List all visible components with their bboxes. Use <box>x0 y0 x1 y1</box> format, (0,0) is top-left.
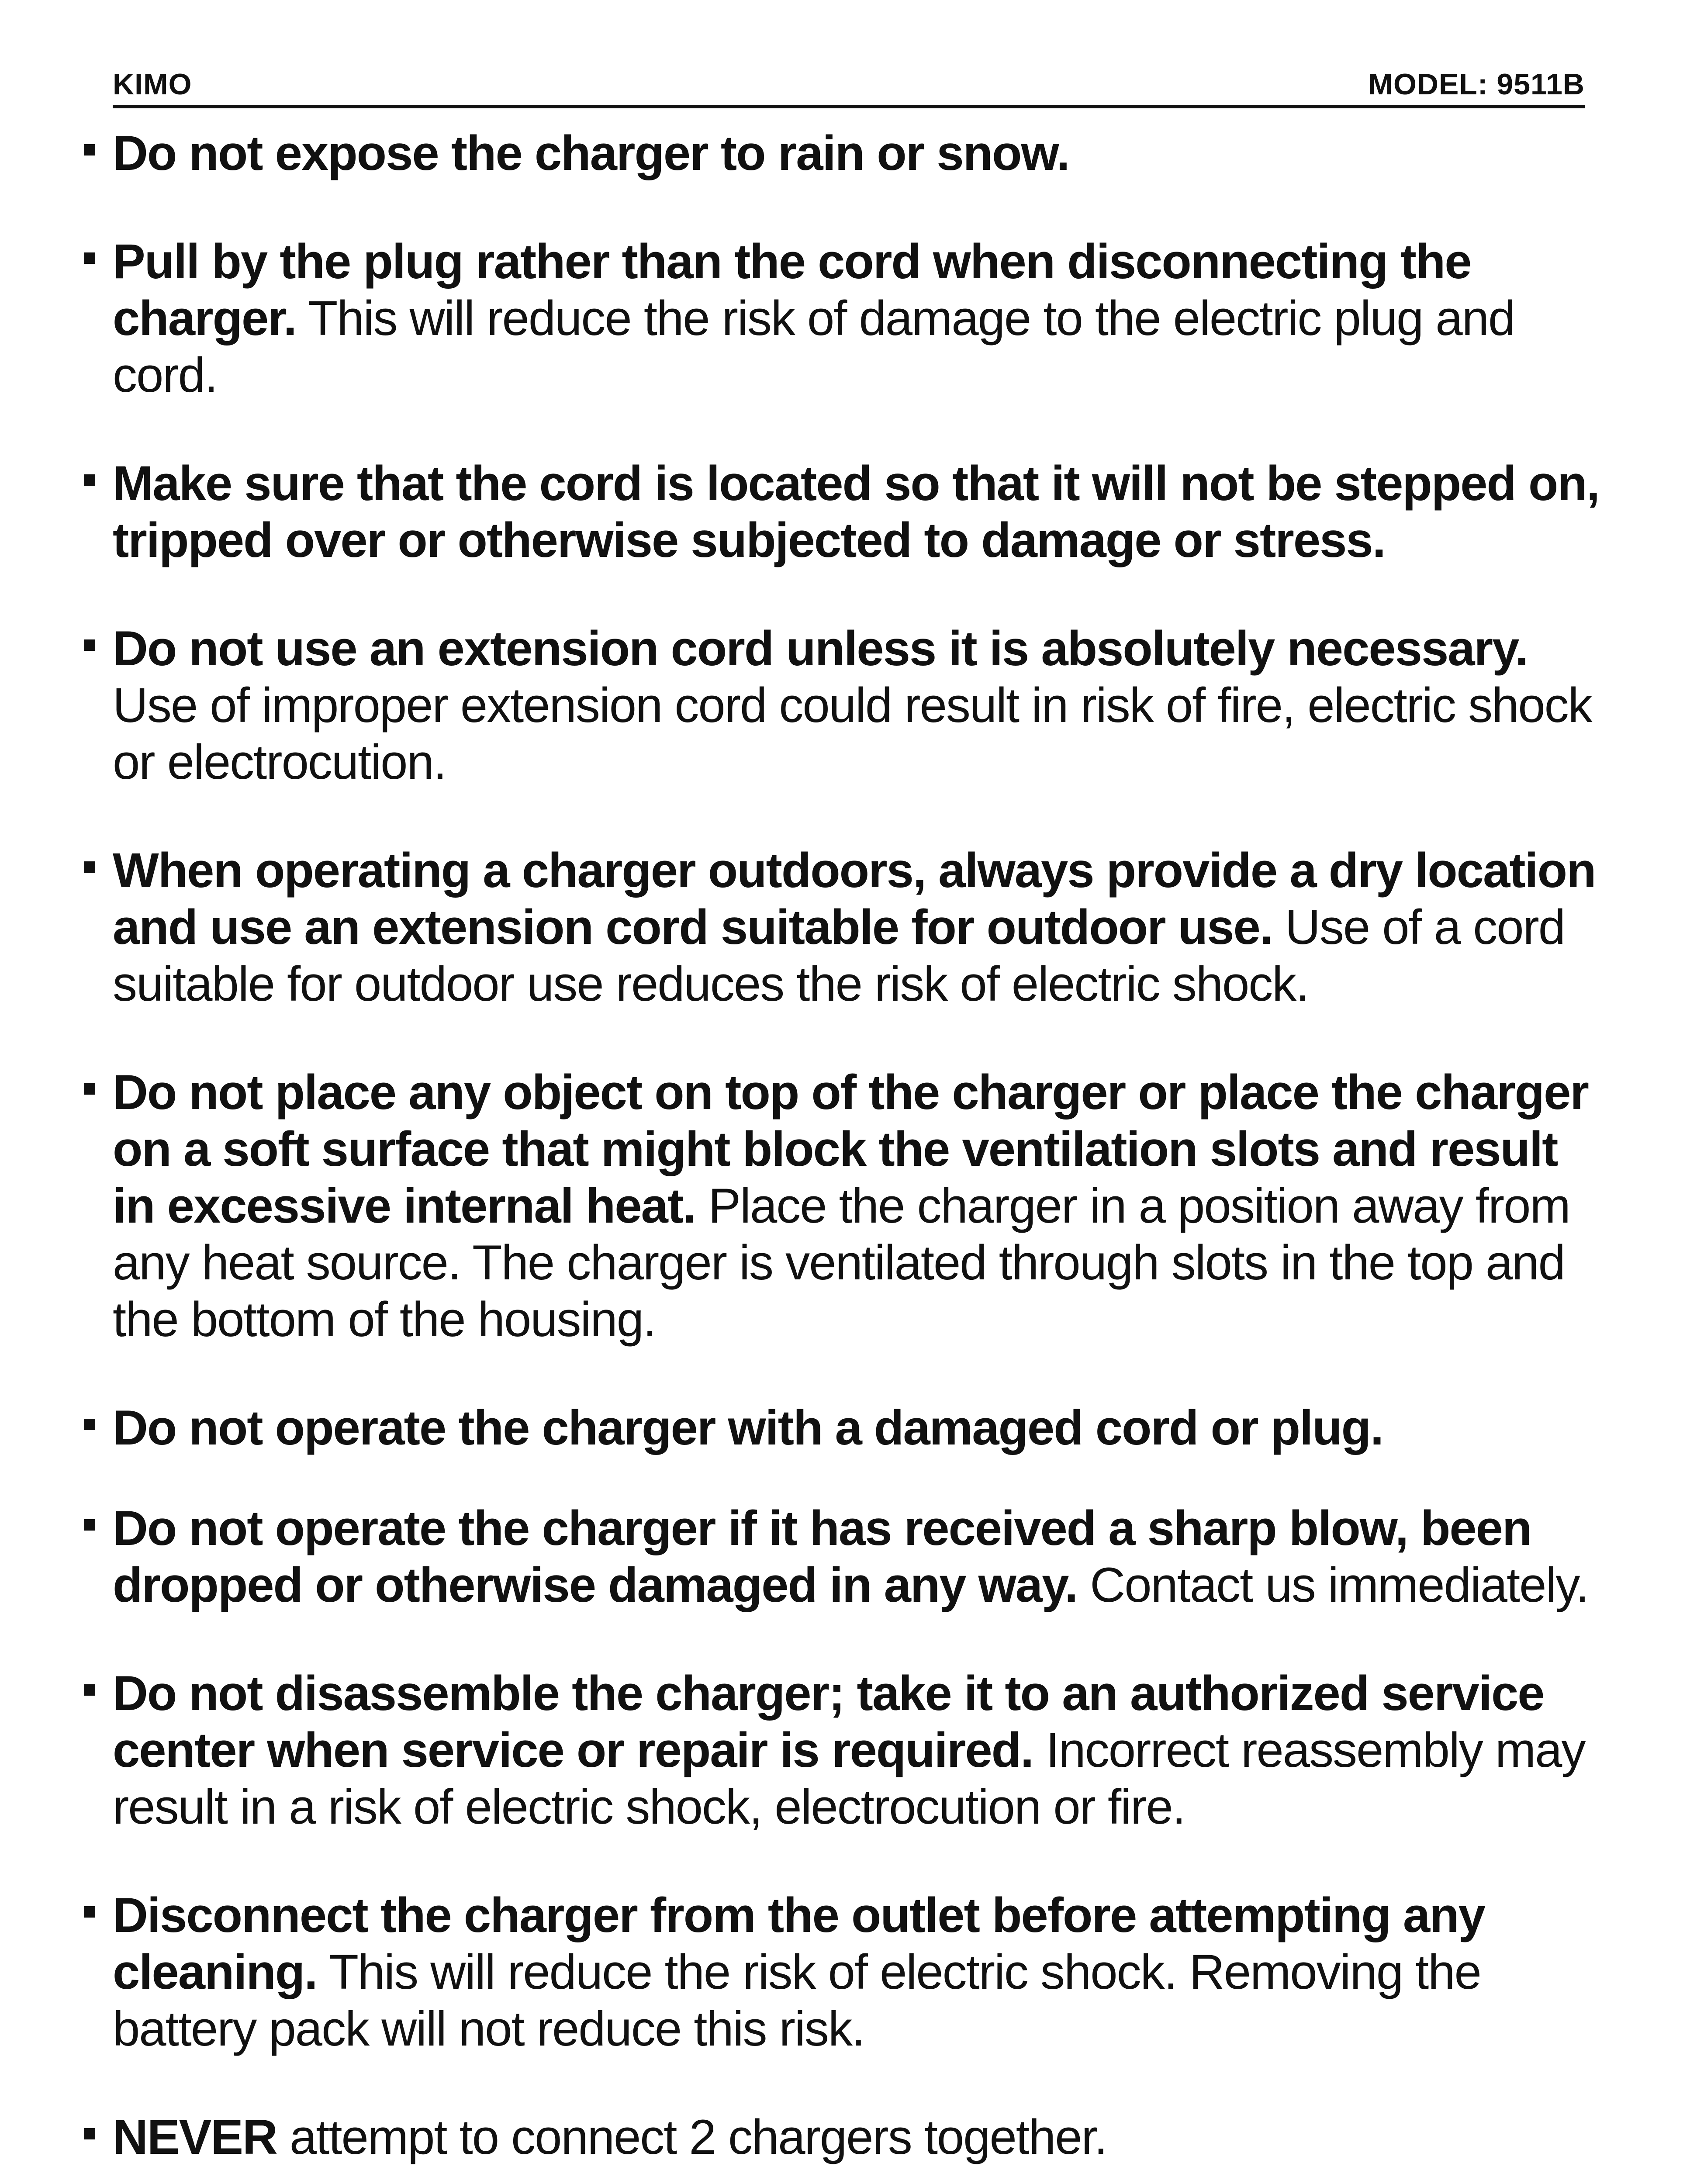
bullet-icon <box>84 252 95 264</box>
list-item <box>78 842 1607 1013</box>
item-bold-text: Do not place any object on top of the charger or place the charger on a soft surface that might block the ventilation slots and result in excessive internal heat. <box>113 1065 1588 1233</box>
item-normal-text: Use of a cord suitable for outdoor use reduces the risk of electric shock. <box>113 900 1565 1011</box>
item-bold-text: Do not operate the charger with a damaged cord or plug. <box>113 1400 1383 1455</box>
list-item <box>78 1064 1607 1348</box>
model-number: MODEL: 9511B <box>1368 68 1585 101</box>
list-item <box>78 2109 1607 2166</box>
bullet-icon <box>84 2128 95 2139</box>
item-normal-text: Contact us immediately. <box>1077 1558 1589 1612</box>
item-bold-text: Do not disassemble the charger; take it to an authorized service center when service or repair is required. <box>113 1666 1544 1777</box>
item-bold-text: Make sure that the cord is located so that it will not be stepped on, tripped over or otherwise subjected to damage or stress. <box>113 456 1599 567</box>
list-item <box>78 620 1607 791</box>
bullet-icon <box>84 1419 95 1430</box>
item-bold-text: Do not operate the charger if it has received a sharp blow, been dropped or otherwise damaged in any way. <box>113 1501 1531 1612</box>
bullet-icon <box>84 474 95 486</box>
list-item <box>78 1500 1607 1614</box>
list-item <box>78 1665 1607 1835</box>
bullet-icon <box>84 144 95 156</box>
list-item <box>78 125 1607 182</box>
list-item <box>78 455 1607 569</box>
item-bold-text: When operating a charger outdoors, always provide a dry location and use an extension cord suitable for outdoor use. <box>113 843 1596 954</box>
safety-instructions-list <box>78 125 1607 2184</box>
item-normal-text: Place the charger in a position away from any heat source. The charger is ventilated through slots in the top and the bottom of the housing. <box>113 1178 1570 1347</box>
page-header <box>113 61 1585 108</box>
item-normal-text: attempt to connect 2 chargers together. <box>276 2110 1107 2164</box>
item-bold-text: NEVER <box>113 2110 277 2164</box>
item-bold-text: Do not use an extension cord unless it is absolutely necessary. <box>113 621 1528 676</box>
item-bold-text: Pull by the plug rather than the cord when disconnecting the charger. <box>113 234 1471 346</box>
list-item <box>78 1887 1607 2057</box>
list-item <box>78 233 1607 404</box>
item-normal-text: Use of improper extension cord could result in risk of fire, electric shock or electrocution. <box>113 678 1592 789</box>
bullet-icon <box>84 1906 95 1918</box>
bullet-icon <box>84 1083 95 1095</box>
bullet-icon <box>84 1519 95 1531</box>
bullet-icon <box>84 861 95 873</box>
bullet-icon <box>84 1684 95 1696</box>
item-bold-text: Do not expose the charger to rain or snow. <box>113 126 1069 180</box>
bullet-icon <box>84 639 95 651</box>
item-normal-text: Incorrect reassembly may result in a risk of electric shock, electrocution or fire. <box>113 1723 1585 1834</box>
brand-name: KIMO <box>113 68 192 101</box>
item-normal-text: This will reduce the risk of damage to the electric plug and cord. <box>113 291 1515 402</box>
list-item <box>78 1400 1607 1456</box>
item-normal-text: This will reduce the risk of electric shock. Removing the battery pack will not reduce this risk. <box>113 1945 1481 2056</box>
item-bold-text: Disconnect the charger from the outlet before attempting any cleaning. <box>113 1888 1485 1999</box>
